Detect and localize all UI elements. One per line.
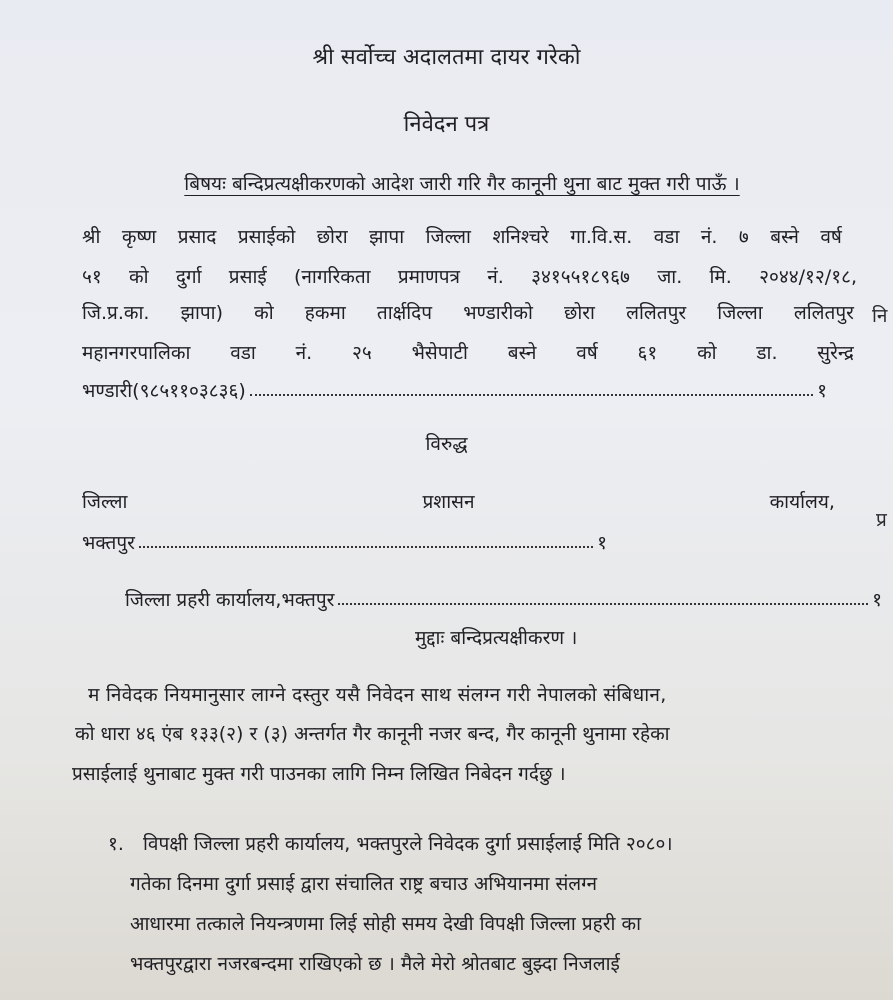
word: जा.: [657, 266, 683, 288]
word: बस्ने: [507, 342, 537, 364]
word: महानगरपालिका: [82, 342, 191, 364]
word: ३४१५५१८९६७: [531, 266, 630, 288]
word: झापा: [369, 226, 405, 248]
word: डा.: [756, 342, 778, 364]
statement-line-1: म निवेदक नियमानुसार लाग्ने दस्तुर यसै निवेदन साथ संलग्न गरी नेपालको संबिधान,: [88, 684, 667, 706]
word: बस्ने: [770, 226, 799, 248]
right-margin-fragment-b: प्र: [876, 509, 887, 531]
respondent-2-number: १: [872, 589, 882, 611]
word: गा.वि.स.: [570, 226, 633, 248]
word: नं.: [700, 226, 718, 248]
respondent-1-place: भक्तपुर: [82, 532, 135, 554]
word: नं.: [487, 266, 504, 288]
word: नं.: [295, 342, 313, 364]
word: प्रमाणपत्र: [397, 266, 460, 288]
petitioner-number: १: [817, 380, 827, 402]
word: प्रसाईको: [237, 226, 296, 248]
petitioner-line-1: [82, 225, 842, 249]
item-1-line-4: भक्तपुरद्वारा नजरबन्दमा राखिएको छ । मैले मेरो श्रोतबाट बुझ्दा निजलाई: [130, 953, 620, 975]
case-type: मुद्दाः बन्दिप्रत्यक्षीकरण ।: [415, 627, 578, 649]
versus-heading: [0, 432, 893, 456]
word: जि.प्र.का.: [82, 302, 150, 324]
item-1-line-2: गतेका दिनमा दुर्गा प्रसाई द्वारा संचालित राष्ट्र बचाउ अभियानमा संलग्न: [130, 873, 598, 895]
subject-line: [82, 172, 842, 196]
word: भण्डारीको: [463, 302, 533, 324]
respondent-1-line-1: [82, 490, 835, 514]
word: हकमा: [304, 302, 346, 324]
word: ६१: [637, 342, 658, 364]
item-1-line-1: विपक्षी जिल्ला प्रहरी कार्यालय, भक्तपुरले निवेदक दुर्गा प्रसाईलाई मिति २०८०।: [143, 833, 673, 855]
word: वडा: [653, 226, 680, 248]
petitioner-line-3: [82, 301, 854, 325]
versus-text: विरुद्ध: [425, 433, 468, 455]
word: कार्यालय,: [769, 491, 835, 513]
word: ७: [738, 226, 749, 248]
word: तार्क्षदिप: [376, 302, 433, 324]
word: प्रशासन: [422, 491, 475, 513]
word: झापा): [180, 302, 224, 324]
statement-line-2: को धारा ४६ एंब १३३(२) र (३) अन्तर्गत गैर कानूनी नजर बन्द, गैर कानूनी थुनामा रहेका: [75, 723, 670, 745]
item-1-number: १.: [108, 833, 124, 855]
word: छोरा: [316, 226, 348, 248]
word: वर्ष: [820, 226, 842, 248]
word: श्री: [82, 226, 101, 248]
word: जिल्ला: [425, 226, 471, 248]
word: सुरेन्द्र: [817, 342, 854, 364]
heading-court: श्री सर्वोच्च अदालतमा दायर गरेको: [312, 45, 581, 70]
dotted-leader: [250, 394, 813, 396]
dotted-leader: [139, 546, 593, 548]
word: शनिश्चरे: [492, 226, 549, 248]
petitioner-line-5: [82, 379, 827, 403]
word: को: [254, 302, 274, 324]
word: मि.: [709, 266, 732, 288]
respondent-1-number: १: [597, 532, 607, 554]
statement-line-3: प्रसाईलाई थुनाबाट मुक्त गरी पाउनका लागि निम्न लिखित निबेदन गर्दछु ।: [72, 763, 566, 785]
word: (नागरिकता: [293, 266, 371, 288]
petitioner-line-2: [82, 265, 857, 289]
word: ललितपुर: [626, 302, 687, 324]
word: छोरा: [564, 302, 595, 324]
word: वर्ष: [576, 342, 598, 364]
word: जिल्ला: [717, 302, 763, 324]
respondent-2-text: जिल्ला प्रहरी कार्यालय,भक्तपुर: [125, 589, 335, 611]
petitioner-name-phone: भण्डारी(९८५११०३८३६): [82, 380, 246, 402]
respondent-2-line: [125, 588, 882, 612]
word: २०४४/१२/१८,: [759, 266, 857, 288]
word: प्रसाई: [228, 266, 267, 288]
word: ललितपुर: [793, 302, 854, 324]
word: कृष्ण: [121, 226, 157, 248]
heading-petition: निवेदन पत्र: [403, 112, 490, 137]
dotted-leader: [338, 603, 868, 605]
petitioner-line-4: [82, 341, 854, 365]
respondent-1-line-2: [82, 531, 607, 555]
word: प्रसाद: [177, 226, 217, 248]
word: दुर्गा: [175, 266, 202, 288]
word: २५: [352, 342, 372, 364]
word: को: [129, 266, 149, 288]
item-1-line-3: आधारमा तत्काले नियन्त्रणमा लिई सोही समय देखी विपक्षी जिल्ला प्रहरी का: [130, 913, 642, 935]
word: को: [697, 342, 717, 364]
word: वडा: [230, 342, 256, 364]
word: जिल्ला: [82, 491, 128, 513]
word: भैसेपाटी: [411, 342, 468, 364]
right-margin-fragment-a: नि: [872, 305, 888, 327]
subject-text: बिषयः बन्दिप्रत्यक्षीकरणको आदेश जारी गरि गैर कानूनी थुना बाट मुक्त गरी पाऊँ ।: [184, 173, 740, 195]
word: ५१: [82, 266, 102, 288]
